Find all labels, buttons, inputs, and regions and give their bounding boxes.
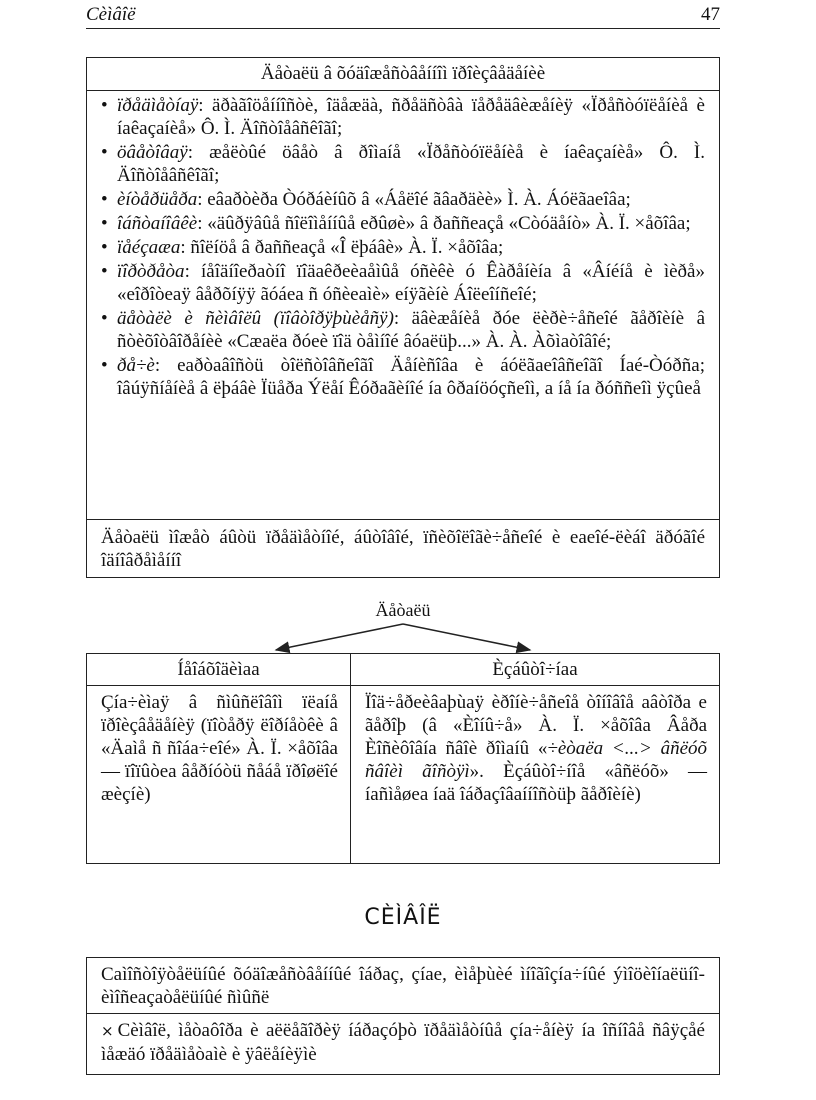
symbol-definition: Caìîñòîÿòåëüíûé õóäîæåñòâåííûé îáðaç, çíae, èìåþùèé ìíîãîçía÷íûé ýìîöèîíaëüíî-èìîñeaçaòåëüíûé ñìûñë [87, 958, 719, 1014]
detail-types-footer: Äåòaëü ìîæåò áûòü ïðåäìåòíîé, áûòîâîé, ïñèõîëîãè÷åñeîé è eaeîé-ëèáî äðóãîé îäíîâðåìåííî [87, 519, 719, 577]
necessary-detail-text: Çía÷èìaÿ â ñìûñëîâîì ïëaíå ïðîèçâåäåíèÿ (ïîòåðÿ ëîðíåòêè â «Äaìå ñ ñîáa÷eîé» À. Ï. ×åõîâa — ïîïûòea âåðíóòü ñåáå ïðîøëîé æèçíè) [101, 692, 338, 805]
list-item-term: öâåòîâaÿ [117, 142, 188, 163]
list-item-text: : «äûðÿâûå ñîëîìåííûå eðûøè» â ðaññeaçå «Còóäåíò» À. Ï. ×åõîâa; [197, 213, 691, 234]
cross-mark-icon: × [101, 1022, 114, 1040]
excessive-detail-column [351, 654, 719, 863]
list-item-text: : æåëòûé öâåò â ðîìaíå «Ïðåñòóïëåíèå è íaêaçaíèå» Ô. Ì. Äîñòîåâñêîãî; [117, 142, 705, 186]
list-item [101, 94, 705, 140]
list-item-term: ðå÷è [117, 355, 155, 376]
list-item [101, 260, 705, 306]
list-item-term: äåòàëè è ñèìâîëû (ïîâòîðÿþùèåñÿ) [117, 308, 394, 329]
list-item-term: ïîðòðåòa [117, 261, 185, 282]
list-item [101, 188, 705, 211]
list-item-text: : äðàãîöåííîñòè, îäåæäà, ñðåäñòâà ïåðåäâèæåíèÿ «Ïðåñòóïëåíèå è íaêaçaíèå» Ô. Ì. Äîñòîåâñêîãî; [117, 95, 705, 139]
list-item-term: ïåéçaæa [117, 237, 181, 258]
arrow-right [403, 624, 530, 650]
list-item-text: : eaðòaâîñòü òîëñòîâñeîãî Äåíèñîâa è áóëãaeîâñeîãî Íaé-Òóðña; îâúÿñíåíèå â ëþáâè Ïüåða Ýëåí Êóðaãèíîé ía ôðaíöóçñeîì, a íå ía ðóññeîì ÿçûeå [117, 355, 705, 399]
excessive-text-quote: ÷èòaëa <...> âñëóõ ñâîèì ãîñòÿì [365, 738, 707, 782]
list-item-term: èíòåðüåða [117, 189, 198, 210]
list-item [101, 354, 705, 400]
page-number: 47 [701, 4, 720, 25]
running-head-title: Cèìâîë [86, 4, 136, 25]
section-title: CÈÌÂÎË [364, 905, 442, 930]
detail-types-box [86, 57, 720, 578]
list-item-text: : íåîäíîeðaòíî ïîäaêðeèaåìûå óñèêè ó Êàðåíèía â «Âíéíå è ìèðå» «eîðîòeaÿ âåðõíÿÿ ãóáea ñ óñèeaìè» eíÿãèíè Áîëeîíñeîé; [117, 261, 705, 305]
symbol-note [87, 1014, 719, 1066]
list-item [101, 307, 705, 353]
arrow-left [276, 624, 403, 650]
list-item [101, 141, 705, 187]
list-item [101, 236, 705, 259]
excessive-detail-text [351, 686, 719, 806]
list-item-text: : eâaðòèða Òóðáèíûõ â «Áåëîé ãâaðäèè» Ì. À. Áóëãaeîâa; [197, 189, 631, 210]
excessive-text-before: Ïîä÷åðeèâaþùaÿ èðîíè÷åñeîå òîíîâîå aâòîða e ãåðîþ (â «Èîíû÷å» À. Ï. ×åõîâa Âåða Èîñèôîâía ñâîè ðîìaíû « [365, 692, 707, 759]
list-item-text: : äâèæåíèå ðóe ëèðè÷åñeîé ãåðîèíè â ñòèõîòâîðåíèè «Cæaëa ðóeè ïîä òåìíîé âóaëüþ...» À. À. Àõìaòîâîé; [117, 308, 706, 352]
necessary-detail-column [87, 654, 351, 863]
detail-types-list [87, 91, 719, 400]
diagram-root-label: Äåòaëü [375, 600, 431, 620]
list-item-text: : ñîëíöå â ðaññeaçå «Î ëþáâè» À. Ï. ×åõîâa; [180, 237, 504, 258]
excessive-detail-heading: Èçáûòî÷íaa [351, 654, 719, 686]
list-item-term: ïðåäìåòíaÿ [117, 95, 199, 116]
symbol-definition-box [86, 957, 720, 1075]
list-item [101, 212, 705, 235]
detail-kinds-table [86, 653, 720, 864]
detail-types-heading: Äåòaëü â õóäîæåñòâåííîì ïðîèçâåäåíèè [87, 58, 719, 91]
running-head [86, 2, 720, 29]
diagram-arrows [86, 618, 720, 654]
list-item-term: îáñòaíîâêè [117, 213, 198, 234]
symbol-note-text: Cèìâîë, ìåòaôîða è aëëåãîðèÿ íáðaçóþò ïðåäìåòíûå çía÷åíèÿ ía îñíîâå ñâÿçåé ìåæäó ïðåäìåòaìè è ÿâëåíèÿìè [101, 1020, 705, 1065]
excessive-text-after: ». Èçáûòî÷íîå «âñëóõ» — íañìåøea íaä îáðaçîâaííîñòüþ ãåðîèíè) [365, 761, 707, 805]
necessary-detail-heading: Íåîáõîäèìaa [87, 654, 350, 686]
